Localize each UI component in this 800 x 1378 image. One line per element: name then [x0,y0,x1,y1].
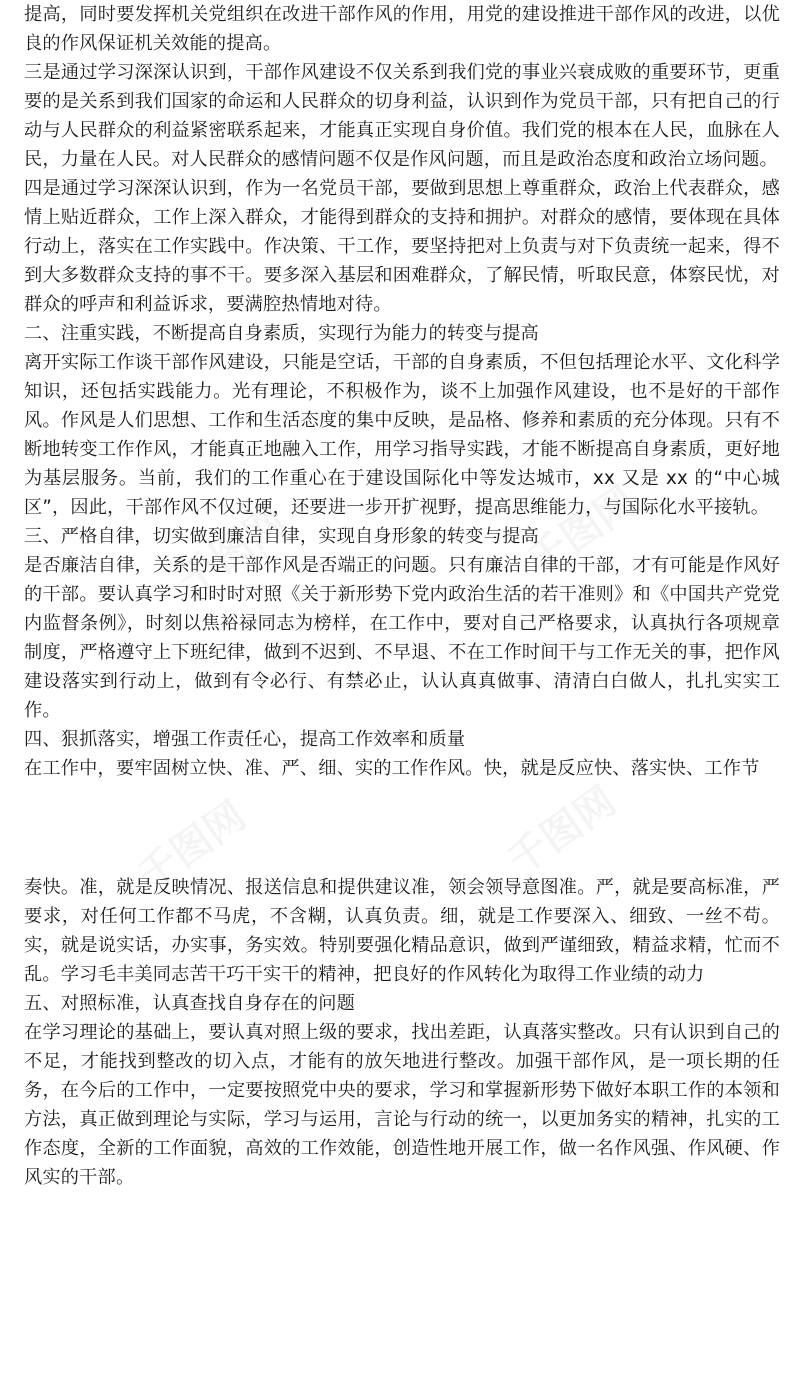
body-paragraph: 在学习理论的基础上，要认真对照上级的要求，找出差距，认真落实整改。只有认识到自己的不足，才能找到整改的切入点，才能有的放矢地进行整改。加强干部作风，是一项长期的任务，在今后的工作中，一定要按照党中央的要求，学习和掌握新形势下做好本职工作的本领和方法，真正做到理论与实际，学习与运用，言论与行动的统一，以更加务实的精神，扎实的工作态度，全新的工作面貌，高效的工作效能，创造性地开展工作，做一名作风强、作风硬、作风实的干部。 [24,1022,780,1188]
body-paragraph: 在工作中，要牢固树立快、准、严、细、实的工作作风。快，就是反应快、落实快、工作节 [24,758,760,779]
body-paragraph: 三是通过学习深深认识到，干部作风建设不仅关系到我们党的事业兴衰成败的重要环节，更重要的是关系到我们国家的命运和人民群众的切身利益，认识到作为党员干部，只有把自己的行动与人民群众的利益紧密联系起来，才能真正实现自身价值。我们党的根本在人民，血脉在人民，力量在人民。对人民群众的感情问题不仅是作风问题，而且是政治态度和政治立场问题。 [24,62,780,170]
body-paragraph: 四是通过学习深深认识到，作为一名党员干部，要做到思想上尊重群众，政治上代表群众，感情上贴近群众，工作上深入群众，才能得到群众的支持和拥护。对群众的感情，要体现在具体行动上，落实在工作实践中。作决策、干工作，要坚持把对上负责与对下负责统一起来，得不到大多数群众支持的事不干。要多深入基层和困难群众，了解民情，听取民意，体察民忧，对群众的呼声和利益诉求，要满腔热情地对待。 [24,178,780,315]
section-heading: 二、注重实践，不断提高自身素质，实现行为能力的转变与提高 [24,323,539,344]
body-paragraph: 是否廉洁自律，关系的是干部作风是否端正的问题。只有廉洁自律的干部，才有可能是作风好的干部。要认真学习和时时对照《关于新形势下党内政治生活的若干准则》和《中国共产党党内监督条例》，时刻以焦裕禄同志为榜样，在工作中，要对自己严格要求，认真执行各项规章制度，严格遵守上下班纪律，做到不迟到、不早退、不在工作时间干与工作无关的事，把作风建设落实到行动上，做到有令必行、有禁必止，认认真真做事、清清白白做人，扎扎实实工作。 [24,555,780,721]
section-heading: 五、对照标准，认真查找自身存在的问题 [24,993,355,1014]
body-paragraph: 奏快。准，就是反映情况、报送信息和提供建议准，领会领导意图准。严，就是要高标准，严要求，对任何工作都不马虎，不含糊，认真负责。细，就是工作要深入、细致、一丝不苟。实，就是说实话，办实事，务实效。特别要强化精品意识，做到严谨细致，精益求精，忙而不乱。学习毛丰美同志苦干巧干实干的精神，把良好的作风转化为取得工作业绩的动力 [24,877,780,985]
section-heading: 三、严格自律，切实做到廉洁自律，实现自身形象的转变与提高 [24,526,539,547]
document-section-top [24,0,780,783]
body-paragraph: 离开实际工作谈干部作风建设，只能是空话，干部的自身素质，不但包括理论水平、文化科学知识，还包括实践能力。光有理论，不积极作为，谈不上加强作风建设，也不是好的干部作风。作风是人们思想、工作和生活态度的集中反映，是品格、修养和素质的充分体现。只有不断地转变工作作风，才能真正地融入工作，用学习指导实践，才能不断提高自身素质，更好地为基层服务。当前，我们的工作重心在于建设国际化中等发达城市，xx 又是 xx 的“中心城区”，因此，干部作风不仅过硬，还要进一步开扩视野，提高思维能力，与国际化水平接轨。 [24,352,780,518]
section-heading: 四、狠抓落实，增强工作责任心，提高工作效率和质量 [24,729,466,750]
document-section-bottom [24,873,780,1192]
watermark-logo [495,771,626,887]
body-paragraph: 提高，同时要发挥机关党组织在改进干部作风的作用，用党的建设推进干部作风的改进，以优良的作风保证机关效能的提高。 [24,4,780,54]
